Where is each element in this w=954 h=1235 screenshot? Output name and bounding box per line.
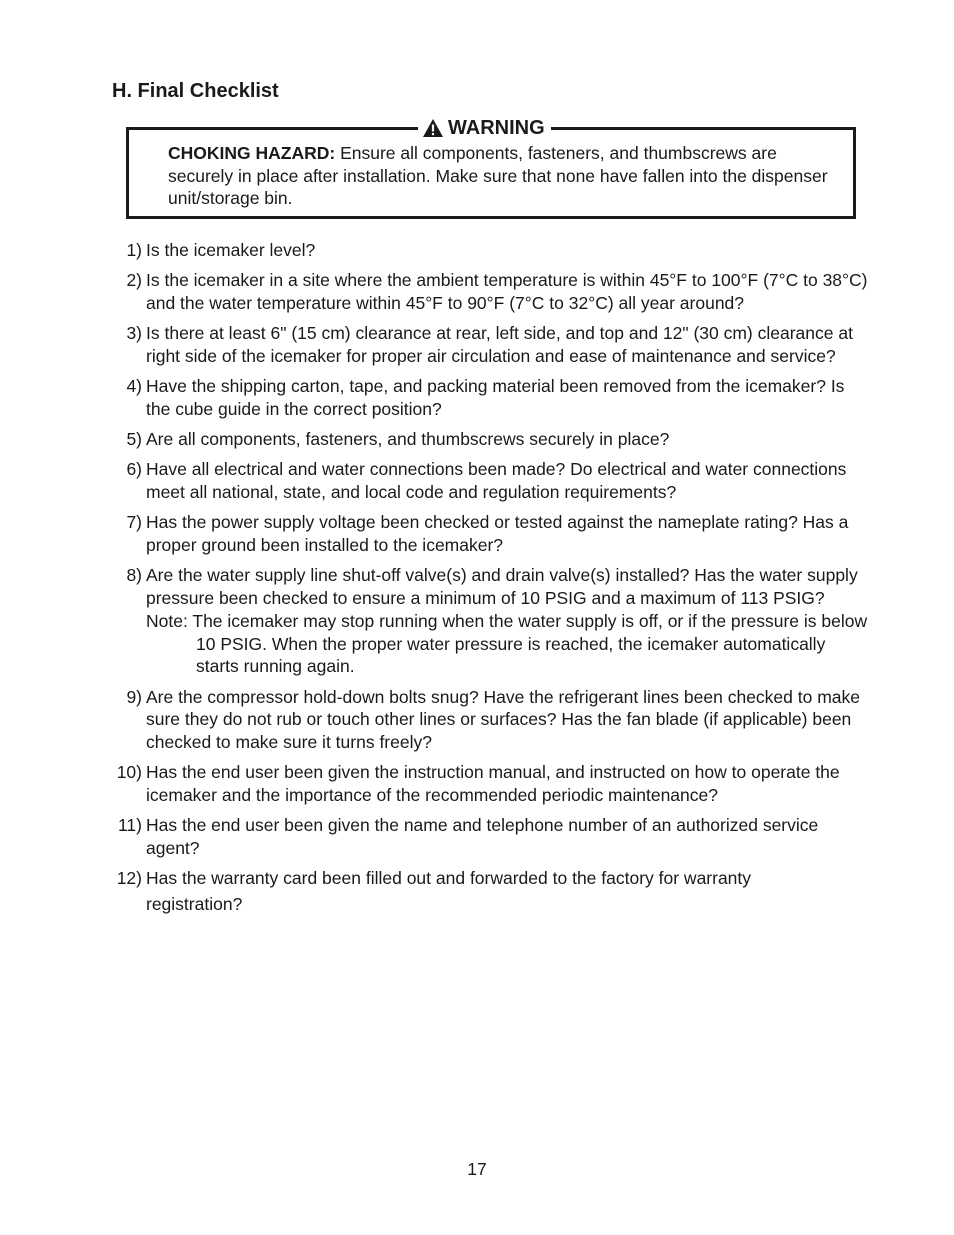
item-text: Have the shipping carton, tape, and packing material been removed from the icemaker? Is the cube guide in the correct position? bbox=[146, 376, 845, 419]
item-number: 5) bbox=[126, 429, 142, 450]
warning-lead: CHOKING HAZARD: bbox=[168, 143, 336, 163]
item-text-continued: registration? bbox=[146, 894, 243, 915]
page-number: 17 bbox=[467, 1159, 487, 1179]
checklist-item-4 bbox=[100, 375, 870, 421]
warning-title bbox=[418, 116, 551, 140]
item-text: Has the end user been given the name and telephone number of an authorized service agent? bbox=[146, 815, 819, 859]
checklist-item-7 bbox=[100, 511, 870, 557]
item-note: Note: The icemaker may stop running when the water supply is off, or if the pressure is below 10 PSIG. When the proper water pressure is reached, the icemaker automatically starts running again. bbox=[146, 610, 868, 677]
checklist-item-2 bbox=[100, 269, 870, 315]
checklist-item-12 bbox=[100, 867, 870, 916]
section-heading: H. Final Checklist bbox=[112, 80, 279, 102]
checklist-item-6 bbox=[100, 458, 870, 504]
item-text: Are all components, fasteners, and thumbscrews securely in place? bbox=[146, 429, 670, 450]
item-number: 7) bbox=[126, 512, 142, 533]
item-text: Is there at least 6" (15 cm) clearance at rear, left side, and top and 12" (30 cm) clearance at right side of the icemaker for proper air circulation and ease of maintenance and service? bbox=[146, 323, 853, 366]
item-number: 3) bbox=[126, 323, 142, 344]
item-text: Has the end user been given the instruction manual, and instructed on how to operate the icemaker and the importance of the recommended periodic maintenance? bbox=[146, 762, 840, 806]
checklist-item-9 bbox=[100, 686, 870, 754]
checklist-item-3 bbox=[100, 322, 870, 368]
checklist-item-1 bbox=[100, 239, 870, 262]
item-text: Is the icemaker in a site where the ambient temperature is within 45°F to 100°F (7°C to 38°C) and the water temperature within 45°F to 90°F (7°C to 32°C) all year around? bbox=[146, 270, 868, 313]
item-number: 2) bbox=[126, 270, 142, 291]
item-number: 4) bbox=[126, 376, 142, 397]
checklist-item-8 bbox=[100, 564, 870, 678]
checklist-item-10 bbox=[100, 761, 870, 807]
checklist-item-5 bbox=[100, 428, 870, 451]
item-text: Is the icemaker level? bbox=[146, 240, 316, 260]
item-number: 8) bbox=[126, 565, 142, 586]
warning-title-text: WARNING bbox=[448, 117, 545, 139]
item-number: 10) bbox=[116, 762, 142, 783]
item-number: 9) bbox=[126, 686, 142, 707]
item-text: Has the warranty card been filled out and forwarded to the factory for warranty bbox=[146, 868, 752, 889]
item-text: Has the power supply voltage been checked or tested against the nameplate rating? Has a proper ground been installed to the icemaker? bbox=[146, 512, 849, 556]
warning-text bbox=[168, 142, 838, 210]
final-checklist bbox=[100, 239, 870, 923]
item-number: 12) bbox=[116, 868, 142, 889]
item-number: 1) bbox=[126, 240, 142, 260]
item-text: Have all electrical and water connections been made? Do electrical and water connections meet all national, state, and local code and regulation requirements? bbox=[146, 459, 847, 503]
item-text: Are the water supply line shut-off valve(s) and drain valve(s) installed? Has the water supply pressure been checked to ensure a minimum of 10 PSIG and a maximum of 113 PSIG? bbox=[146, 565, 858, 609]
item-number: 11) bbox=[118, 815, 142, 836]
checklist-item-11 bbox=[100, 814, 870, 860]
item-text: Are the compressor hold-down bolts snug? Have the refrigerant lines been checked to make sure they do not rub or touch other lines or surfaces? Has the fan blade (if applicable) been checked to make sure it turns freely? bbox=[146, 686, 861, 753]
item-number: 6) bbox=[126, 459, 142, 480]
warning-body: Ensure all components, fasteners, and thumbscrews are securely in place after installation. Make sure that none have fallen into the dispenser unit/storage bin. bbox=[168, 143, 828, 208]
warning-triangle-icon bbox=[422, 118, 444, 138]
